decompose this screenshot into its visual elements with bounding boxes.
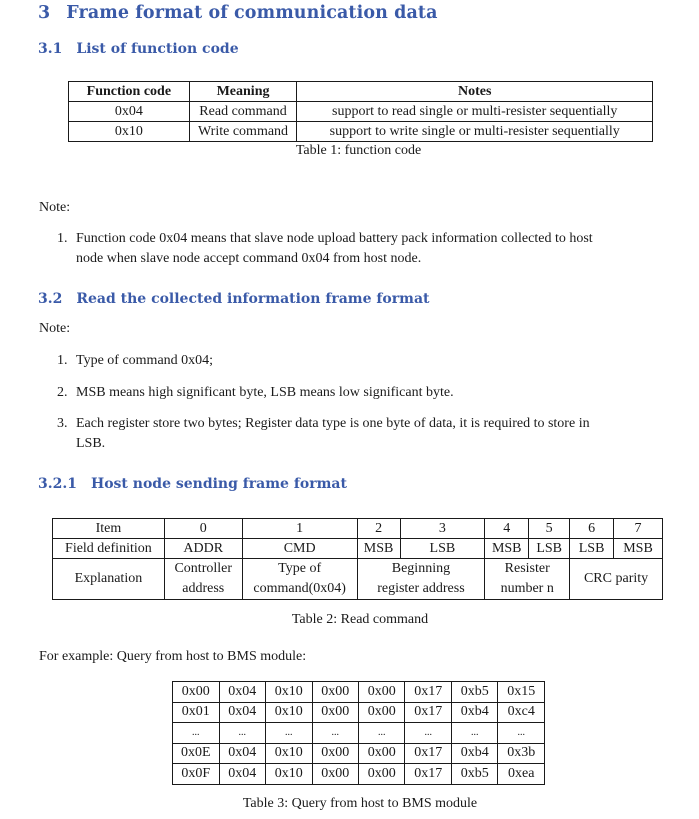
cell-line: command(0x04) xyxy=(253,581,346,596)
table-cell: MSB xyxy=(485,539,529,559)
table-cell: 0xea xyxy=(498,764,545,785)
list-item xyxy=(57,416,590,432)
table-cell: ... xyxy=(405,723,451,744)
table-cell: 0x17 xyxy=(405,764,451,785)
cell-line: Controller xyxy=(174,561,233,576)
example-text: For example: Query from host to BMS module: xyxy=(39,649,307,664)
table-cell: ... xyxy=(173,723,220,744)
table-cell: 0xb5 xyxy=(451,764,497,785)
subsection-number: 3.2 xyxy=(38,291,63,307)
table-cell xyxy=(242,559,357,600)
table-cell: 0x15 xyxy=(498,682,545,703)
table-row xyxy=(69,102,653,122)
section-number: 3 xyxy=(38,3,51,23)
table-cell: 0x17 xyxy=(405,682,451,703)
table-cell: 0x10 xyxy=(266,743,312,764)
table-cell: Write command xyxy=(189,122,297,142)
table-cell: 0xb5 xyxy=(451,682,497,703)
table1-caption: Table 1: function code xyxy=(295,143,422,158)
subsection-heading-3-2-1 xyxy=(38,476,347,492)
field-definition-row xyxy=(53,539,663,559)
cell-line: number n xyxy=(500,581,554,596)
table-cell: 0x0F xyxy=(173,764,220,785)
header-cell: Meaning xyxy=(189,82,297,102)
table-cell: 0x10 xyxy=(69,122,190,142)
table-cell: 0x00 xyxy=(312,702,358,723)
list-number: 3. xyxy=(57,416,68,431)
table-cell: ... xyxy=(358,723,404,744)
table-cell: 4 xyxy=(485,519,529,539)
table-cell: 0x00 xyxy=(358,764,404,785)
table-cell: LSB xyxy=(529,539,570,559)
table-row xyxy=(173,702,545,723)
table-row xyxy=(173,743,545,764)
table-cell: 0x10 xyxy=(266,682,312,703)
subsection-title: List of function code xyxy=(76,41,239,57)
list-text-continued: node when slave node accept command 0x04 from host node. xyxy=(76,251,422,266)
header-cell: Notes xyxy=(297,82,653,102)
list-text: Function code 0x04 means that slave node upload battery pack information collected to host xyxy=(76,231,593,246)
table-cell: 0x17 xyxy=(405,702,451,723)
table-cell: 0x04 xyxy=(219,682,265,703)
cell-line: Resister xyxy=(504,561,550,576)
table-cell: 0x00 xyxy=(358,682,404,703)
table-cell: CMD xyxy=(242,539,357,559)
table-cell: 0x04 xyxy=(69,102,190,122)
table-row xyxy=(173,682,545,703)
subsection-title: Read the collected information frame format xyxy=(76,291,430,307)
table-cell: 2 xyxy=(357,519,400,539)
table-cell xyxy=(164,559,242,600)
table-cell: CRC parity xyxy=(570,559,663,600)
cell-line: Type of xyxy=(278,561,322,576)
table-cell: ... xyxy=(312,723,358,744)
table-cell: 0x00 xyxy=(312,743,358,764)
table-cell: 0x01 xyxy=(173,702,220,723)
table-cell: 0x10 xyxy=(266,764,312,785)
table-cell: LSB xyxy=(400,539,485,559)
table-cell: 0x00 xyxy=(312,764,358,785)
note-label: Note: xyxy=(39,200,71,215)
table-cell: 0x17 xyxy=(405,743,451,764)
table-cell: support to read single or multi-resister sequentially xyxy=(297,102,653,122)
list-number: 2. xyxy=(57,385,68,400)
row-label: Field definition xyxy=(53,539,165,559)
list-item xyxy=(57,231,593,247)
item-row xyxy=(53,519,663,539)
list-text: Each register store two bytes; Register data type is one byte of data, it is required to store in xyxy=(76,416,590,431)
list-text: MSB means high significant byte, LSB means low significant byte. xyxy=(76,385,454,400)
table-header-row xyxy=(69,82,653,102)
table-cell: 3 xyxy=(400,519,485,539)
table3-caption: Table 3: Query from host to BMS module xyxy=(242,796,478,811)
table-cell: ... xyxy=(498,723,545,744)
table-cell: 0x04 xyxy=(219,743,265,764)
subsection-number: 3.2.1 xyxy=(38,476,77,492)
table-cell: 0x0E xyxy=(173,743,220,764)
row-label: Item xyxy=(53,519,165,539)
table-cell xyxy=(485,559,570,600)
table-cell: MSB xyxy=(357,539,400,559)
table-cell xyxy=(357,559,485,600)
cell-line: register address xyxy=(377,581,465,596)
table-cell: 0x04 xyxy=(219,764,265,785)
list-text-continued: LSB. xyxy=(76,436,106,451)
table-cell: 0x00 xyxy=(358,702,404,723)
table-cell: 0x04 xyxy=(219,702,265,723)
list-number: 1. xyxy=(57,231,68,246)
table-row-ellipsis xyxy=(173,723,545,744)
note-label: Note: xyxy=(39,321,71,336)
table-cell: 0x00 xyxy=(358,743,404,764)
list-text: Type of command 0x04; xyxy=(76,353,214,368)
table-cell: ADDR xyxy=(164,539,242,559)
read-command-table xyxy=(52,518,663,600)
cell-line: address xyxy=(182,581,225,596)
section-heading xyxy=(38,3,438,23)
subsection-heading-3-2 xyxy=(38,291,429,307)
row-label: Explanation xyxy=(53,559,165,600)
explanation-row xyxy=(53,559,663,600)
table-cell: 6 xyxy=(570,519,614,539)
cell-line: Beginning xyxy=(391,561,451,576)
query-example-table xyxy=(172,681,545,785)
table-cell: 0x00 xyxy=(312,682,358,703)
table-cell: 0xb4 xyxy=(451,702,497,723)
subsection-title: Host node sending frame format xyxy=(90,476,347,492)
table-cell: Read command xyxy=(189,102,297,122)
subsection-number: 3.1 xyxy=(38,41,63,57)
function-code-table xyxy=(68,81,653,142)
table-cell: MSB xyxy=(614,539,663,559)
table-cell: ... xyxy=(219,723,265,744)
table-row xyxy=(173,764,545,785)
table-cell: LSB xyxy=(570,539,614,559)
table-cell: 0x00 xyxy=(173,682,220,703)
table-row xyxy=(69,122,653,142)
list-item xyxy=(57,385,454,401)
table-cell: 0xc4 xyxy=(498,702,545,723)
table-cell: 1 xyxy=(242,519,357,539)
table-cell: 5 xyxy=(529,519,570,539)
table-cell: 0xb4 xyxy=(451,743,497,764)
table-cell: support to write single or multi-resister sequentially xyxy=(297,122,653,142)
table-cell: 0x10 xyxy=(266,702,312,723)
table-cell: 0x3b xyxy=(498,743,545,764)
table-cell: ... xyxy=(266,723,312,744)
table-cell: 7 xyxy=(614,519,663,539)
table-cell: ... xyxy=(451,723,497,744)
subsection-heading-3-1 xyxy=(38,41,239,57)
table-cell: 0 xyxy=(164,519,242,539)
section-title: Frame format of communication data xyxy=(66,3,438,23)
list-item xyxy=(57,353,213,369)
list-number: 1. xyxy=(57,353,68,368)
header-cell: Function code xyxy=(69,82,190,102)
table2-caption: Table 2: Read command xyxy=(291,612,429,627)
